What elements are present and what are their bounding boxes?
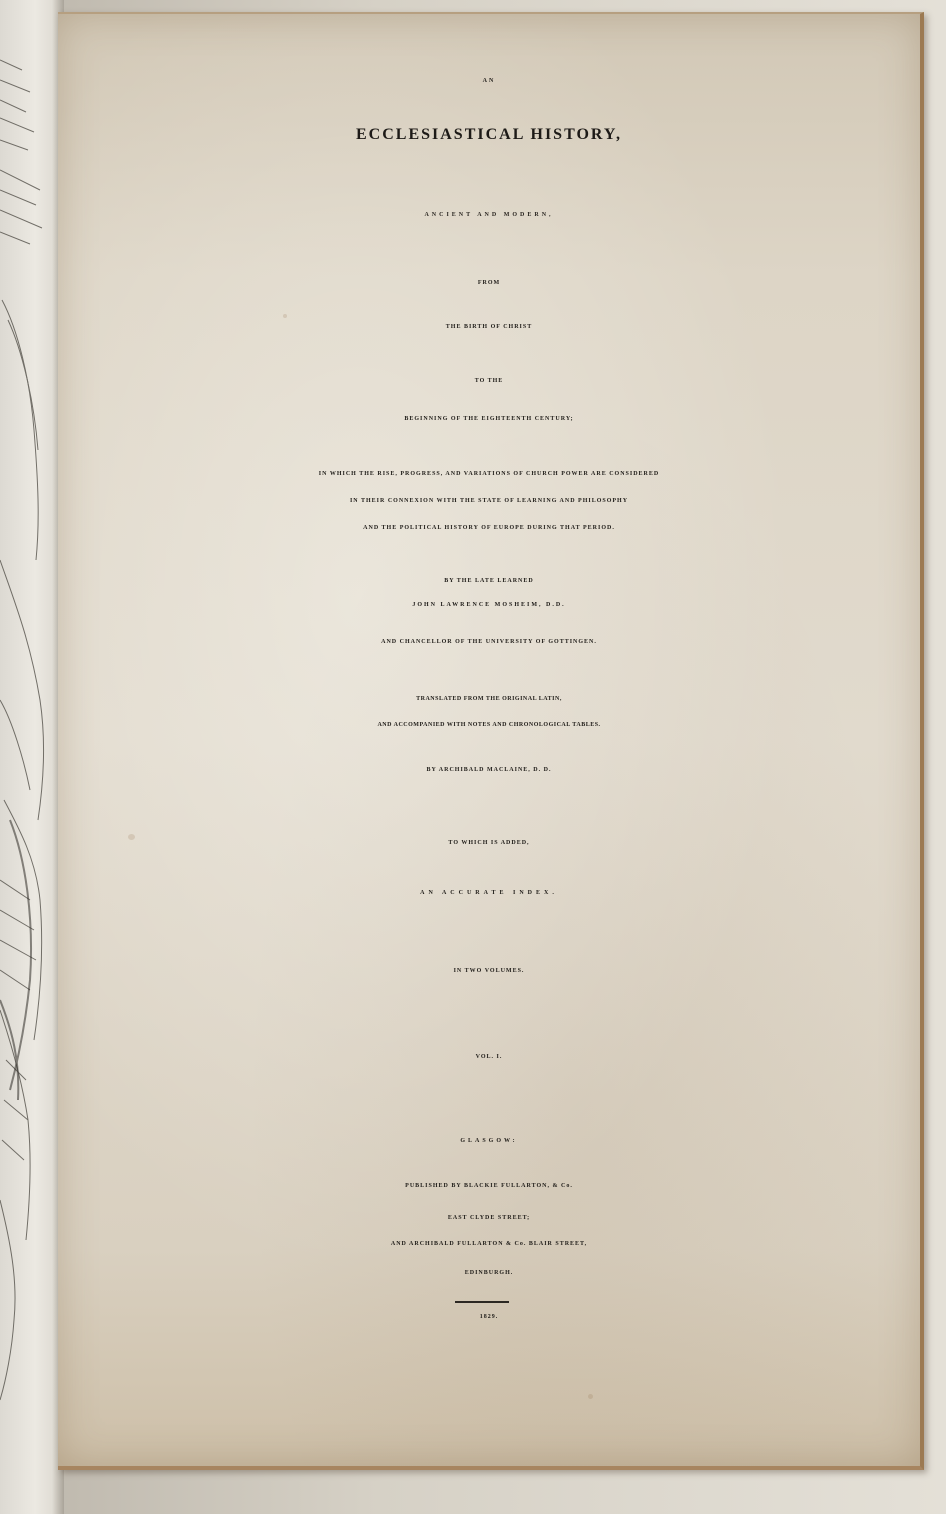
description-line: IN WHICH THE RISE, PROGRESS, AND VARIATIONS OF CHURCH POWER ARE CONSIDERED xyxy=(318,471,660,477)
main-title: ECCLESIASTICAL HISTORY, xyxy=(356,126,622,143)
publisher-line: EAST CLYDE STREET; xyxy=(447,1215,531,1221)
foxing-spot xyxy=(283,314,287,318)
index-note: AN ACCURATE INDEX. xyxy=(420,890,558,896)
volume-number: VOL. I. xyxy=(475,1054,503,1060)
title-page xyxy=(58,12,924,1470)
volumes-note: IN TWO VOLUMES. xyxy=(453,968,525,974)
publication-year: 1829. xyxy=(479,1314,499,1320)
subtitle: ANCIENT AND MODERN, xyxy=(424,212,554,218)
by-line: BY THE LATE LEARNED xyxy=(444,578,534,584)
author-title: AND CHANCELLOR OF THE UNIVERSITY OF GOTTINGEN. xyxy=(381,639,597,645)
description-line: IN THEIR CONNEXION WITH THE STATE OF LEARNING AND PHILOSOPHY xyxy=(349,498,629,504)
author-name: JOHN LAWRENCE MOSHEIM, D.D. xyxy=(412,602,566,608)
added-label: TO WHICH IS ADDED, xyxy=(448,840,530,846)
publication-city: GLASGOW: xyxy=(460,1138,518,1144)
foxing-spot xyxy=(588,1394,593,1399)
publisher-line: EDINBURGH. xyxy=(464,1270,514,1276)
facing-frontispiece-page xyxy=(0,0,64,1514)
publisher-line: AND ARCHIBALD FULLARTON & Co. BLAIR STREET, xyxy=(390,1241,588,1247)
pre-title: AN xyxy=(482,78,496,84)
divider-rule xyxy=(455,1301,509,1303)
start-period: THE BIRTH OF CHRIST xyxy=(445,324,533,330)
description-line: AND THE POLITICAL HISTORY OF EUROPE DURING THAT PERIOD. xyxy=(363,525,615,531)
translation-note-line: TRANSLATED FROM THE ORIGINAL LATIN, xyxy=(416,696,562,702)
to-label: TO THE xyxy=(474,378,504,384)
translation-note-line: AND ACCOMPANIED WITH NOTES AND CHRONOLOGICAL TABLES. xyxy=(377,722,601,728)
translator-name: BY ARCHIBALD MACLAINE, D. D. xyxy=(426,767,552,773)
publisher-line: PUBLISHED BY BLACKIE FULLARTON, & Co. xyxy=(405,1183,573,1189)
from-label: FROM xyxy=(477,280,501,286)
end-period: BEGINNING OF THE EIGHTEENTH CENTURY; xyxy=(404,416,574,422)
